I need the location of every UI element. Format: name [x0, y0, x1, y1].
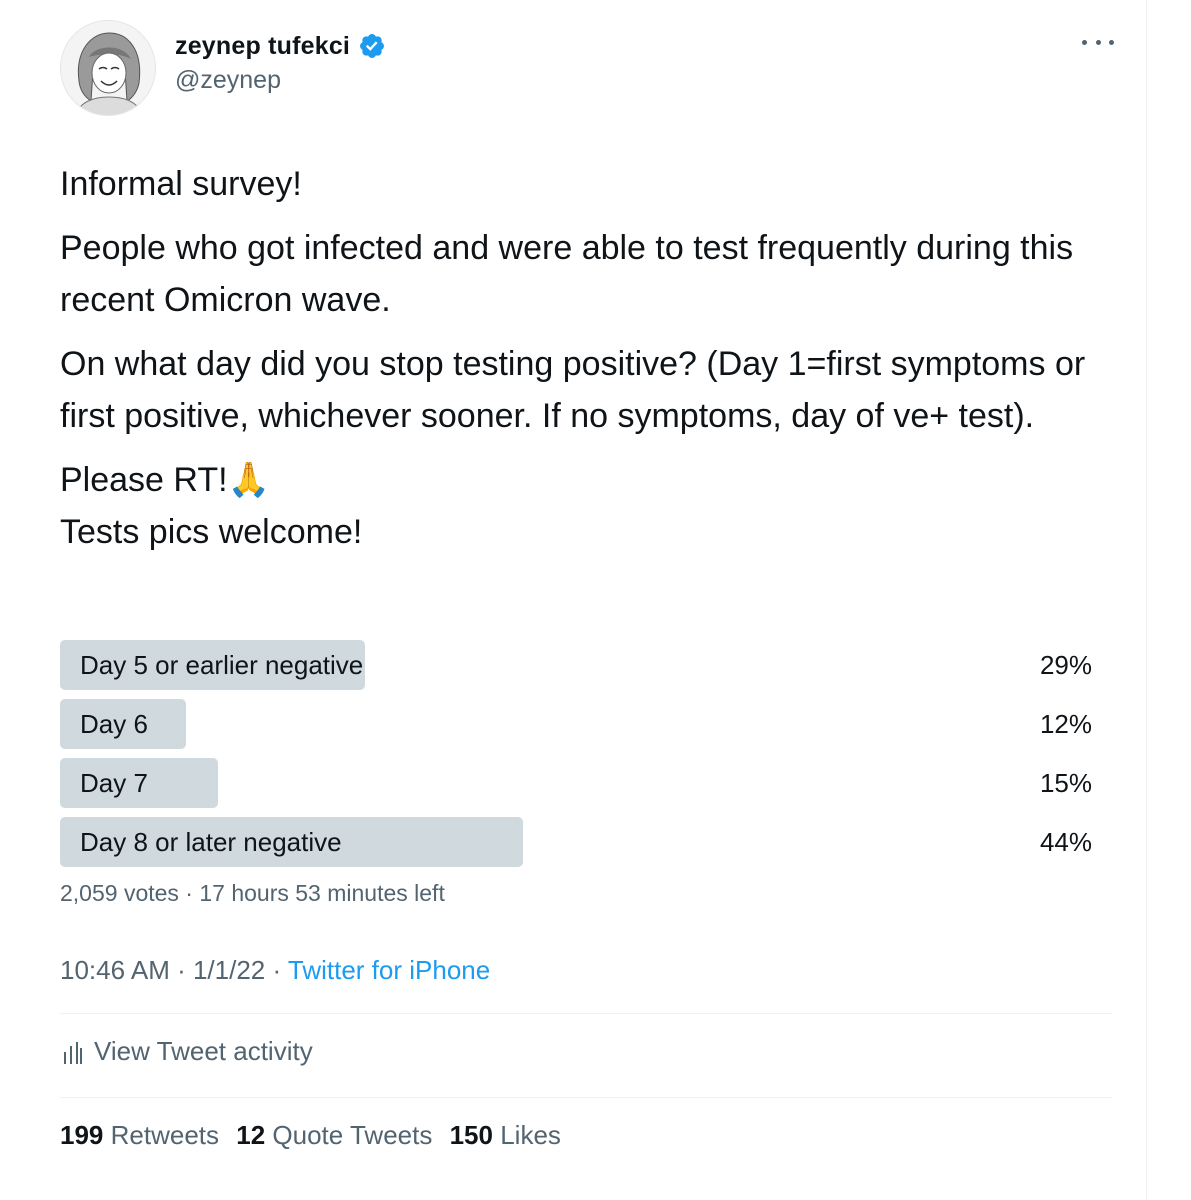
retweets-count: 199	[60, 1120, 104, 1150]
tweet-source-link[interactable]: Twitter for iPhone	[287, 955, 491, 985]
retweets-stat[interactable]	[60, 1120, 219, 1150]
tweet-paragraph: On what day did you stop testing positive? (Day 1=first symptoms or first positive, whichever sooner. If no symptoms, day of ve+ test).	[60, 345, 1086, 435]
view-tweet-activity-link[interactable]	[62, 1036, 313, 1067]
poll-meta: 2,059 votes · 17 hours 53 minutes left	[60, 880, 445, 906]
poll-option	[60, 817, 1100, 867]
poll-option-label: Day 7	[80, 768, 148, 798]
quote-tweets-count: 12	[236, 1120, 266, 1150]
poll-option-label: Day 5 or earlier negative	[80, 650, 364, 680]
poll-option-label: Day 8 or later negative	[80, 827, 342, 857]
avatar[interactable]	[60, 20, 156, 116]
dot	[1096, 40, 1101, 45]
tweet-timestamp-row	[60, 955, 490, 986]
dot	[1082, 40, 1087, 45]
poll-option-label: Day 6	[80, 709, 148, 739]
poll-option	[60, 699, 1100, 749]
author-display-name[interactable]: zeynep tufekci	[175, 31, 351, 60]
tweet-text	[60, 158, 1130, 570]
likes-label: Likes	[500, 1120, 561, 1150]
likes-count: 150	[449, 1120, 493, 1150]
more-options-icon[interactable]	[1082, 30, 1114, 54]
author-handle[interactable]: @zeynep	[175, 66, 281, 94]
divider	[60, 1097, 1112, 1098]
view-tweet-activity-label[interactable]: View Tweet activity	[94, 1036, 313, 1066]
retweets-label: Retweets	[110, 1120, 220, 1150]
likes-stat[interactable]	[450, 1120, 561, 1150]
poll-option-percent: 12%	[1039, 709, 1092, 739]
tweet-stats	[60, 1120, 571, 1151]
poll-option	[60, 640, 1100, 690]
quote-tweets-stat[interactable]	[236, 1120, 432, 1150]
tweet-paragraph: Please RT!🙏	[60, 461, 270, 499]
column-border	[1146, 0, 1147, 1200]
tweet-paragraph: People who got infected and were able to test frequently during this recent Omicron wave.	[60, 229, 1074, 319]
verified-badge-icon	[358, 32, 386, 60]
avatar-portrait-icon	[61, 21, 156, 116]
poll-option	[60, 758, 1100, 808]
divider	[60, 1013, 1112, 1014]
tweet-paragraph: Informal survey!	[60, 165, 302, 203]
quote-tweets-label: Quote Tweets	[272, 1120, 433, 1150]
bar-chart-icon	[62, 1038, 84, 1066]
tweet-timestamp[interactable]: 10:46 AM · 1/1/22 ·	[60, 955, 288, 985]
author-name-row[interactable]	[175, 31, 386, 61]
tweet-paragraph: Tests pics welcome!	[60, 513, 363, 551]
poll-option-percent: 29%	[1039, 650, 1092, 680]
dot	[1109, 40, 1114, 45]
poll-option-percent: 44%	[1039, 827, 1092, 857]
poll-option-percent: 15%	[1039, 768, 1092, 798]
poll	[60, 640, 1100, 876]
